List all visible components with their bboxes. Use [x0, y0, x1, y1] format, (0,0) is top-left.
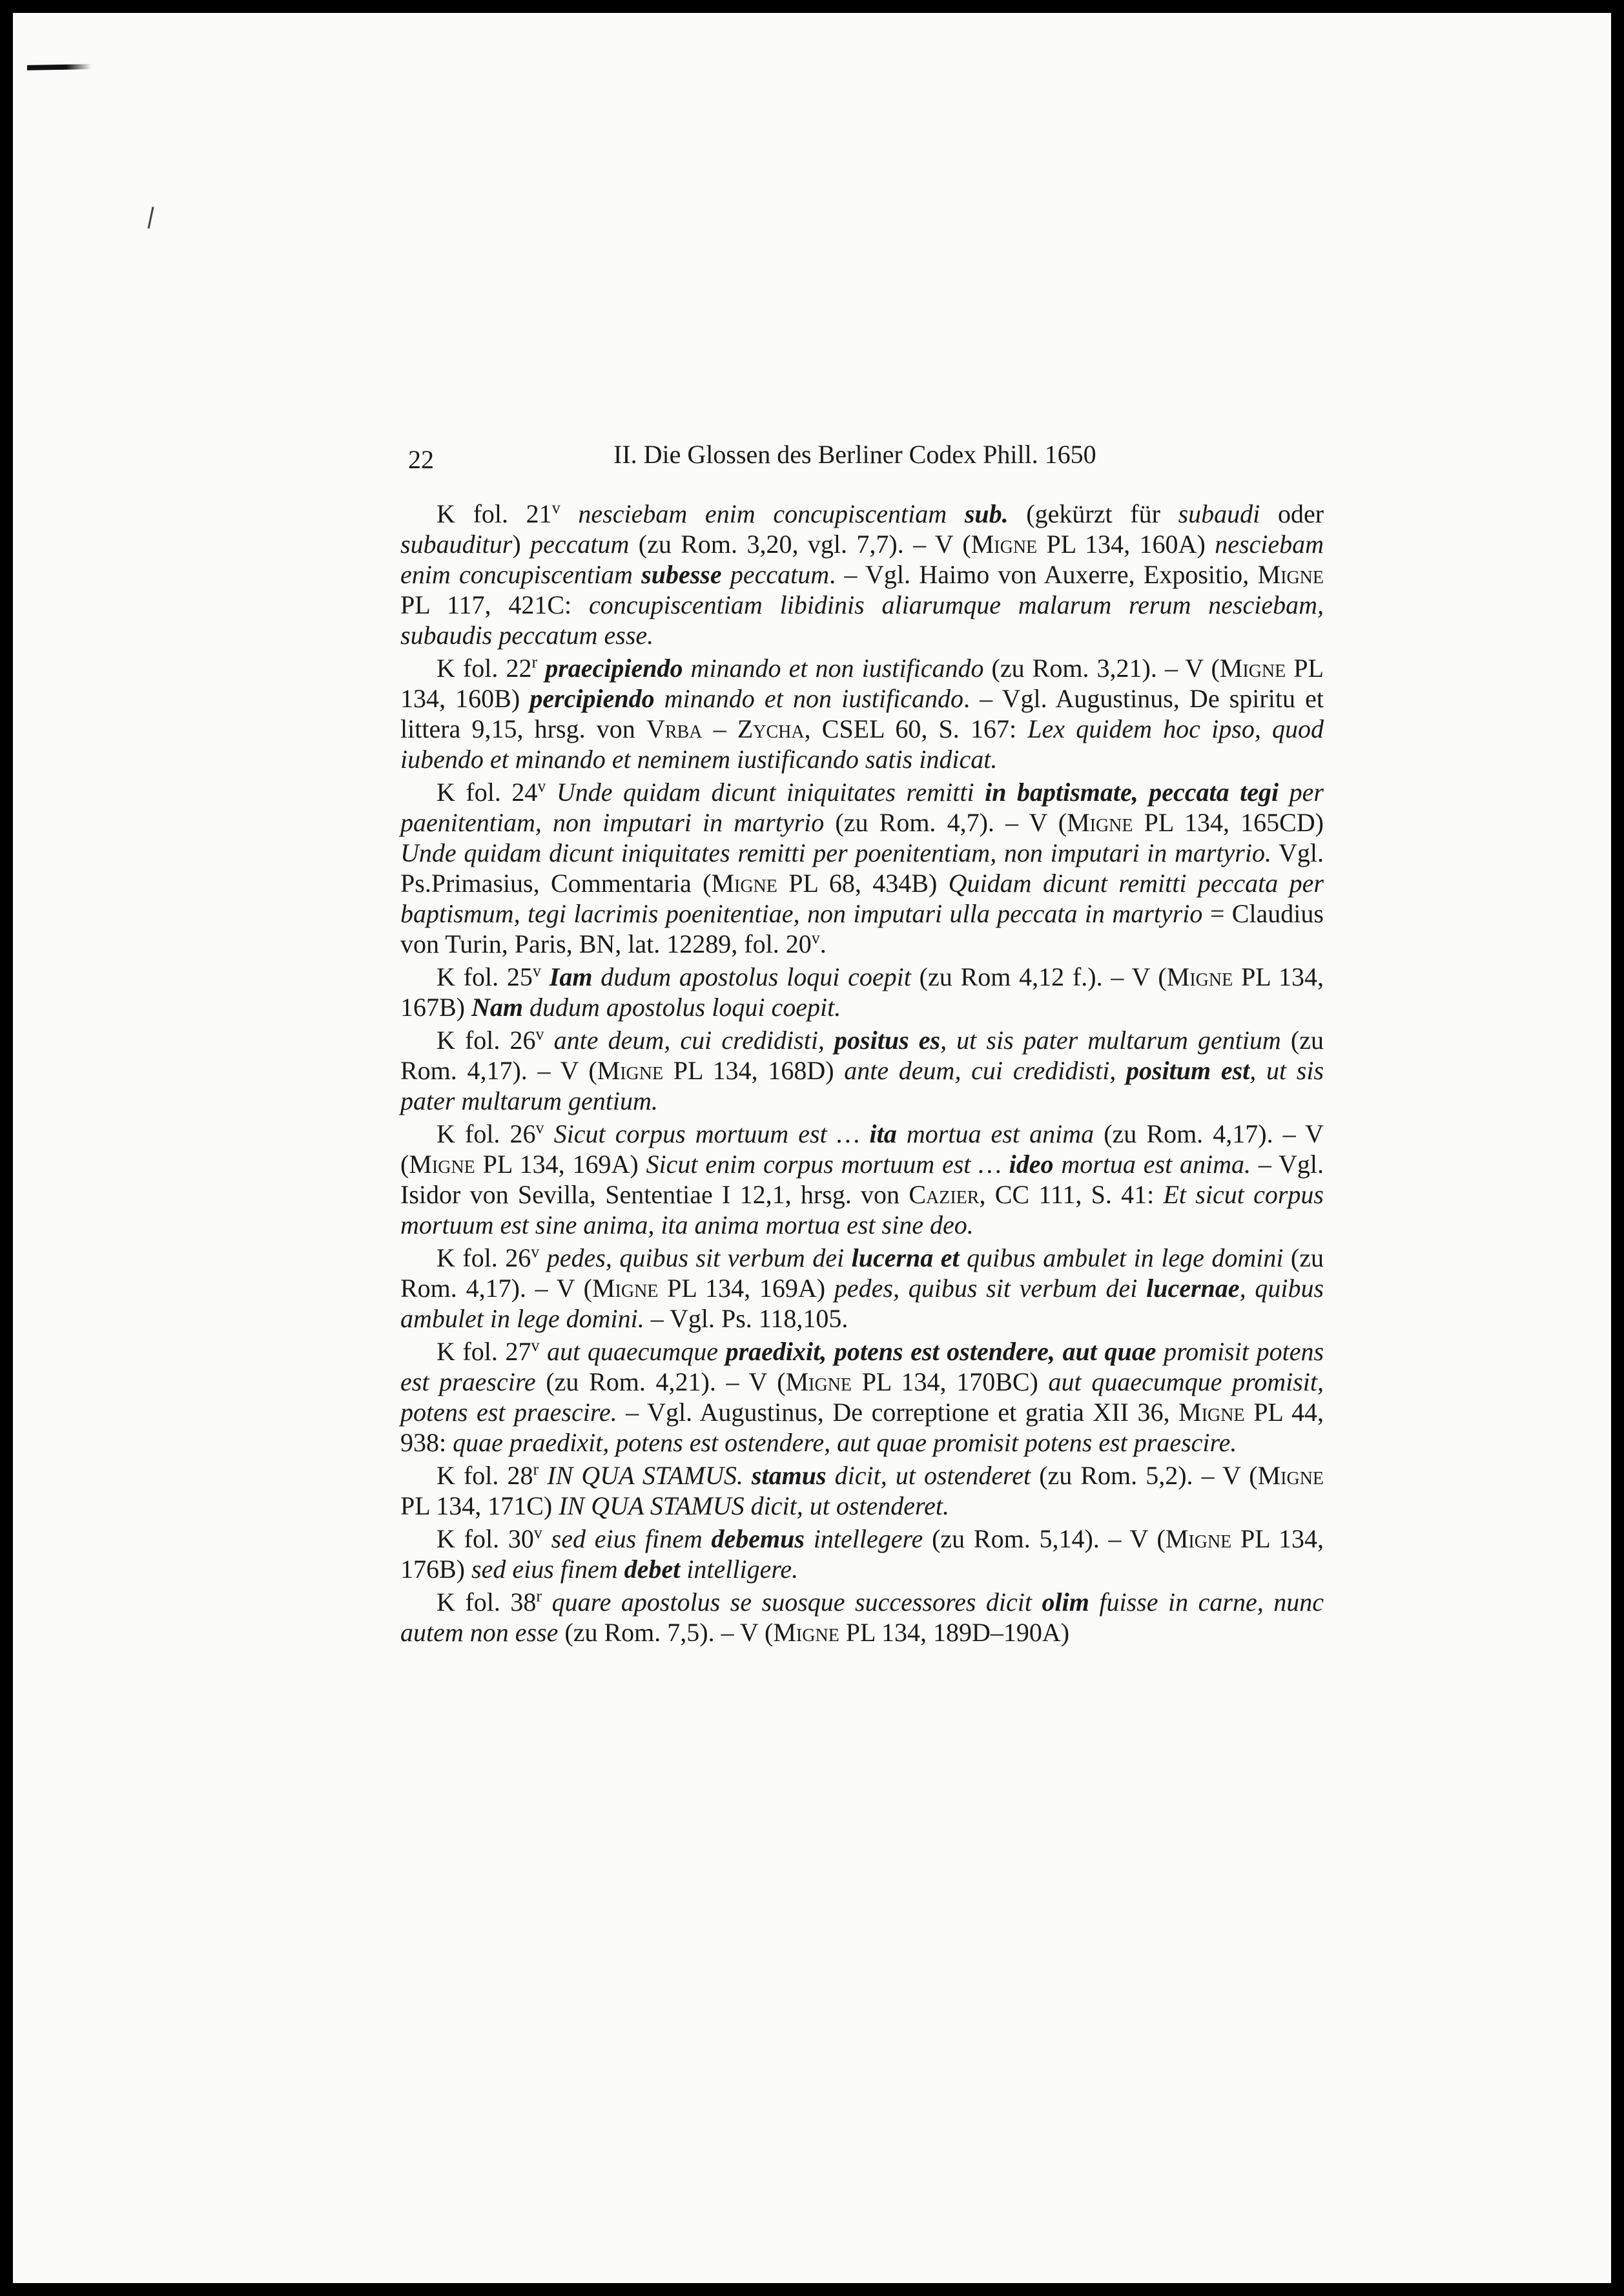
gloss-entry: K fol. 28$^r$ IN QUA STAMUS. stamus dicit, ut ostenderet (zu Rom. 5,2). – V (Migne PL 134, 171C) IN QUA STAMUS dicit, ut ostenderet.	[400, 1460, 1324, 1520]
page-header	[408, 439, 1331, 478]
scan-edge-mark	[27, 64, 92, 70]
scanned-page	[13, 13, 1611, 2283]
running-title: II. Die Glossen des Berliner Codex Phill. 1650	[613, 440, 1096, 469]
gloss-entry: K fol. 24$^v$ Unde quidam dicunt iniquitates remitti in baptismate, peccata tegi per paenitentiam, non imputari in martyrio (zu Rom. 4,7). – V (Migne PL 134, 165CD) Unde quidam dicunt iniquitates remitti per poenitentiam, non imputari in martyrio. Vgl. Ps.Primasius, Commentaria (Migne PL 68, 434B) Quidam dicunt remitti peccata per baptismum, tegi lacrimis poenitentiae, non imputari ulla peccata in martyrio = Claudius von Turin, Paris, BN, lat. 12289, fol. 20$^v$.	[400, 776, 1324, 958]
gloss-entry: K fol. 26$^v$ ante deum, cui credidisti, positus es, ut sis pater multarum gentium (zu Rom. 4,17). – V (Migne PL 134, 168D) ante deum, cui credidisti, positum est, ut sis pater multarum gentium.	[400, 1024, 1324, 1115]
gloss-entry: K fol. 22$^r$ praecipiendo minando et non iustificando (zu Rom. 3,21). – V (Migne PL 134, 160B) percipiendo minando et non iustificando. – Vgl. Augustinus, De spiritu et littera 9,15, hrsg. von Vrba – Zycha, CSEL 60, S. 167: Lex quidem hoc ipso, quod iubendo et minando et neminem iustificando satis indicat.	[400, 652, 1324, 774]
main-text	[400, 499, 1324, 1648]
gloss-entry: K fol. 38$^r$ quare apostolus se suosque successores dicit olim fuisse in carne, nunc autem non esse (zu Rom. 7,5). – V (Migne PL 134, 189D–190A)	[400, 1586, 1324, 1647]
gloss-entry: K fol. 27$^v$ aut quaecumque praedixit, potens est ostendere, aut quae promisit potens est praescire (zu Rom. 4,21). – V (Migne PL 134, 170BC) aut quaecumque promisit, potens est praescire. – Vgl. Augustinus, De correptione et gratia XII 36, Migne PL 44, 938: quae praedixit, potens est ostendere, aut quae promisit potens est praescire.	[400, 1336, 1324, 1457]
scan-speck	[147, 207, 154, 229]
gloss-entry: K fol. 30$^v$ sed eius finem debemus intellegere (zu Rom. 5,14). – V (Migne PL 134, 176B) sed eius finem debet intelligere.	[400, 1523, 1324, 1584]
gloss-entry: K fol. 26$^v$ pedes, quibus sit verbum dei lucerna et quibus ambulet in lege domini (zu Rom. 4,17). – V (Migne PL 134, 169A) pedes, quibus sit verbum dei lucernae, quibus ambulet in lege domini. – Vgl. Ps. 118,105.	[400, 1242, 1324, 1333]
gloss-entry: K fol. 21$^v$ nesciebam enim concupiscentiam sub. (gekürzt für subaudi oder subauditur) peccatum (zu Rom. 3,20, vgl. 7,7). – V (Migne PL 134, 160A) nesciebam enim concupiscentiam subesse peccatum. – Vgl. Haimo von Auxerre, Expositio, Migne PL 117, 421C: concupiscentiam libidinis aliarumque malarum rerum nesciebam, subaudis peccatum esse.	[400, 498, 1324, 650]
gloss-entry: K fol. 26$^v$ Sicut corpus mortuum est … ita mortua est anima (zu Rom. 4,17). – V (Migne PL 134, 169A) Sicut enim corpus mortuum est … ideo mortua est anima. – Vgl. Isidor von Sevilla, Sententiae I 12,1, hrsg. von Cazier, CC 111, S. 41: Et sicut corpus mortuum est sine anima, ita anima mortua est sine deo.	[400, 1118, 1324, 1239]
page-number: 22	[408, 445, 434, 474]
gloss-entry: K fol. 25$^v$ Iam dudum apostolus loqui coepit (zu Rom 4,12 f.). – V (Migne PL 134, 167B) Nam dudum apostolus loqui coepit.	[400, 961, 1324, 1022]
